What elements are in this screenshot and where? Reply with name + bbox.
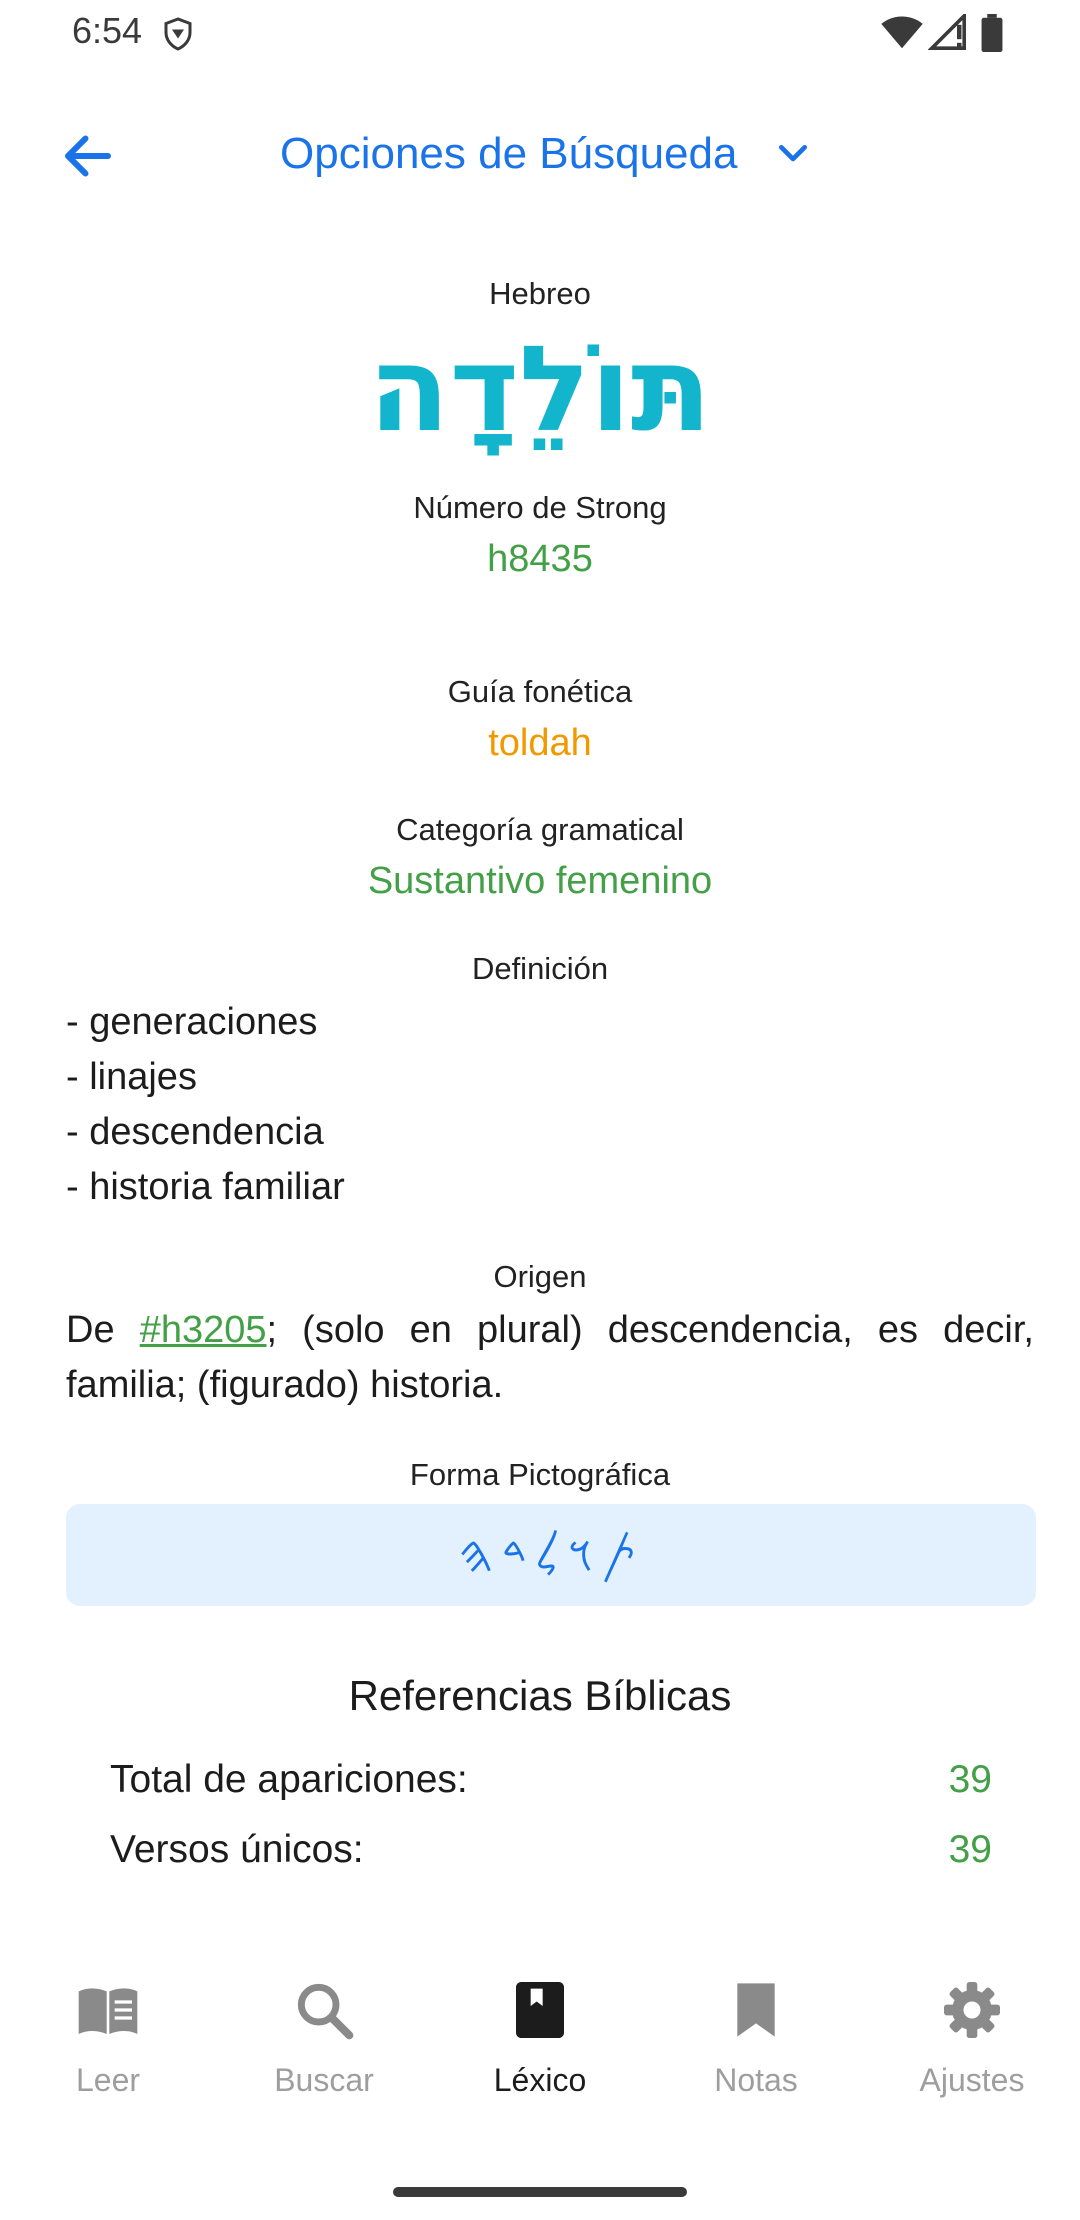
signal-icon: [928, 14, 968, 50]
definition-item: - linajes: [66, 1056, 197, 1098]
grammar-category-label: Categoría gramatical: [396, 812, 684, 847]
chevron-down-icon: [773, 134, 813, 174]
nav-item-search[interactable]: [216, 1960, 432, 2140]
nav-label-notes: Notas: [714, 2062, 798, 2098]
ref-unique-label: Versos únicos:: [110, 1828, 364, 1871]
phonetic-guide-label: Guía fonética: [447, 674, 633, 709]
wifi-icon: [880, 14, 924, 50]
pictographic-box: [66, 1504, 1036, 1606]
nav-label-search: Buscar: [274, 2062, 374, 2098]
definition-item: - descendencia: [66, 1111, 324, 1153]
ref-total-label: Total de apariciones:: [110, 1758, 468, 1801]
nav-item-notes[interactable]: [648, 1960, 864, 2140]
search-options-dropdown[interactable]: [280, 124, 813, 184]
pictographic-glyphs: 𐤕𐤅𐤋𐤃𐤄: [458, 1524, 644, 1585]
hebrew-label: Hebreo: [489, 276, 591, 311]
nav-item-lexicon[interactable]: [432, 1960, 648, 2140]
bottom-navigation: [0, 1960, 1080, 2140]
grammar-category-value: Sustantivo femenino: [367, 860, 713, 902]
page-title: Opciones de Búsqueda: [280, 129, 738, 178]
ref-unique-value: 39: [948, 1828, 992, 1871]
origin-strong-link[interactable]: #h3205: [139, 1309, 267, 1351]
strong-number-label: Número de Strong: [413, 490, 667, 525]
definition-label: Definición: [471, 951, 609, 986]
search-icon: [292, 1978, 356, 2042]
pictographic-label: Forma Pictográfica: [409, 1457, 671, 1492]
origin-prefix: De: [66, 1309, 140, 1351]
origin-label: Origen: [493, 1259, 587, 1294]
ref-row-total: [110, 1758, 992, 1802]
battery-icon: [980, 14, 1004, 52]
definition-item: - generaciones: [66, 1001, 318, 1043]
app-bar: [0, 100, 1080, 210]
shield-icon: [160, 16, 196, 52]
home-indicator[interactable]: [393, 2187, 687, 2197]
nav-item-read[interactable]: [0, 1960, 216, 2140]
origin-description: ; (solo en plural) descendencia, es decir, familia; (figurado) historia.: [66, 1309, 1034, 1406]
hebrew-word: תּוֹלֵדָה: [368, 320, 712, 458]
definition-item: - historia familiar: [66, 1166, 345, 1208]
definition-list: [66, 995, 345, 1215]
strong-number-value: h8435: [487, 538, 593, 580]
nav-label-read: Leer: [75, 2062, 141, 2098]
origin-text: [66, 1303, 1034, 1413]
status-bar: [0, 0, 1080, 64]
phonetic-guide-value: toldah: [488, 722, 592, 764]
nav-label-settings: Ajustes: [919, 2062, 1025, 2098]
gear-icon: [940, 1978, 1004, 2042]
lexicon-book-icon: [508, 1978, 572, 2042]
ref-total-value: 39: [948, 1758, 992, 1801]
references-title: Referencias Bíblicas: [348, 1672, 732, 1719]
nav-label-lexicon: Léxico: [493, 2062, 587, 2098]
back-arrow-icon[interactable]: [58, 126, 118, 186]
nav-item-settings[interactable]: [864, 1960, 1080, 2140]
bookmark-icon: [724, 1978, 788, 2042]
status-time: 6:54: [72, 10, 143, 51]
book-open-icon: [76, 1978, 140, 2042]
ref-row-unique: [110, 1828, 992, 1872]
